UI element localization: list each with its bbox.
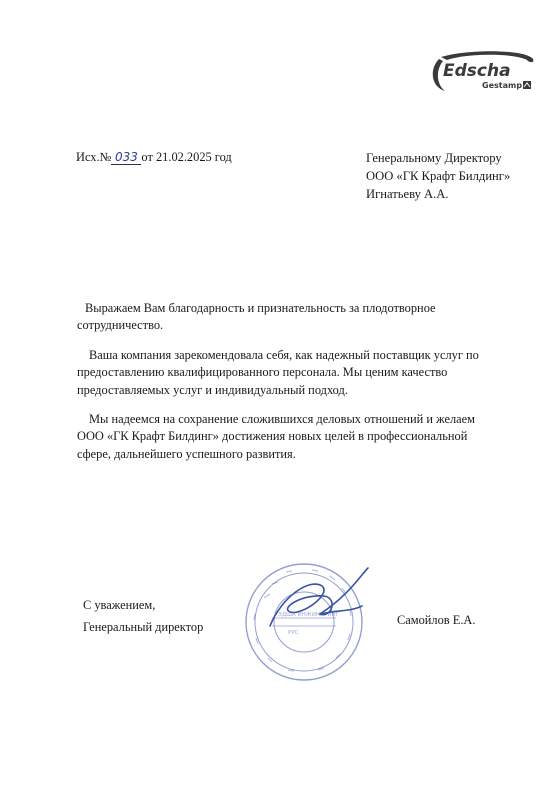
addressee-line-3: Игнатьеву А.А. [366, 187, 449, 201]
logo-wordmark: Edscha [443, 61, 511, 81]
reference-prefix: Исх.№ [76, 150, 112, 164]
body-paragraph-1: Выражаем Вам благодарность и признательность за плодотворное сотрудничество. [77, 301, 436, 333]
body-paragraph-3: Мы надеемся на сохранение сложившихся деловых отношений и желаем ООО «ГК Крафт Билдинг» достижения новых целей в профессиональной сфере, дальнейшего успешного развития. [77, 412, 476, 461]
outgoing-reference [76, 150, 232, 165]
signer-position: Генеральный директор [83, 620, 204, 634]
logo-subname: Gestamp [482, 81, 523, 90]
closing-regards: С уважением, [83, 598, 156, 612]
signer-name: Самойлов Е.А. [397, 613, 476, 627]
svg-text:ЭДША ИНЖИНИРИНГ: ЭДША ИНЖИНИРИНГ [278, 612, 339, 618]
closing-block [83, 594, 203, 638]
addressee-block [366, 149, 510, 203]
company-logo [427, 51, 537, 93]
handwritten-signature [262, 566, 372, 636]
reference-number: 033 [111, 150, 141, 165]
body-paragraph-2: Ваша компания зарекомендовала себя, как надежный поставщик услуг по предоставлению квалифицированного персонала. Мы ценим качество предоставляемых услуг и индивидуальный подход. [77, 347, 479, 397]
reference-date: от 21.02.2025 год [141, 150, 232, 164]
svg-text:РУС: РУС [288, 630, 299, 636]
letter-body [77, 300, 492, 475]
addressee-line-1: Генеральному Директору [366, 151, 502, 165]
addressee-line-2: ООО «ГК Крафт Билдинг» [366, 169, 511, 183]
